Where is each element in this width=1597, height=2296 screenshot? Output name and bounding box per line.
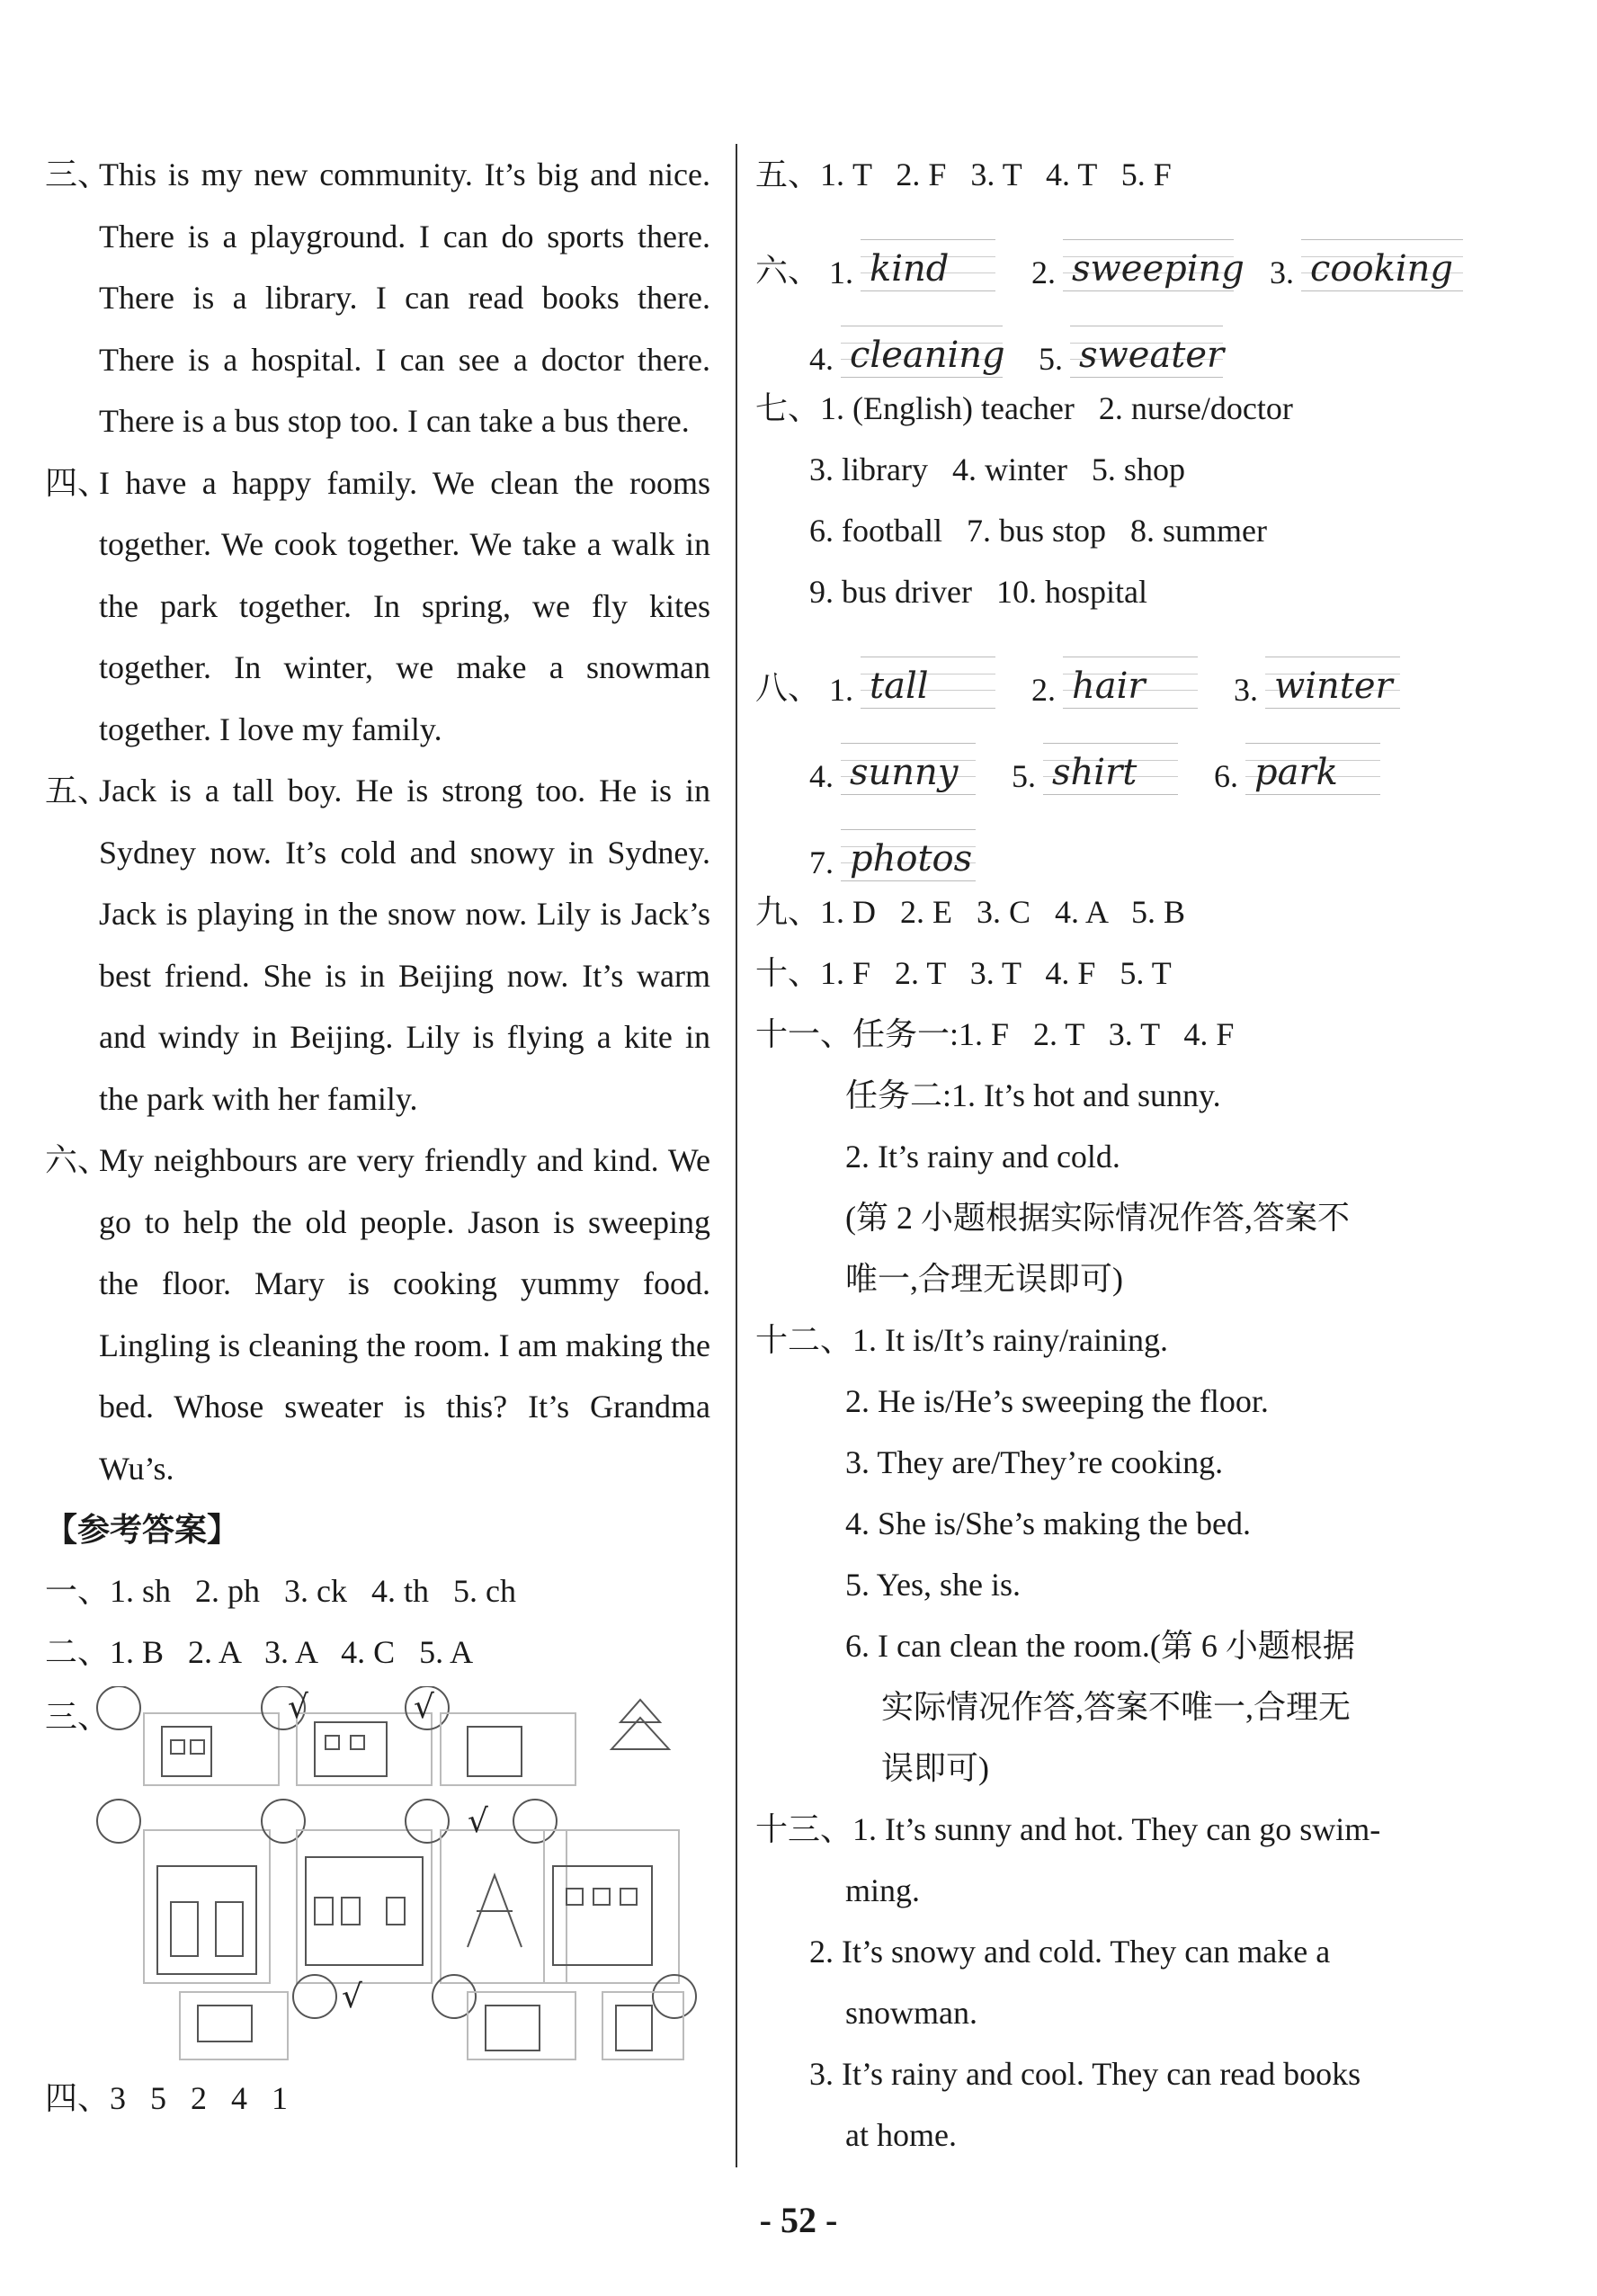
answer-r11-3: 2. It’s rainy and cold.: [845, 1139, 1120, 1175]
answer-heading: 【参考答案】: [45, 1512, 240, 1548]
community-picture-answer: [45, 1686, 710, 2064]
answer-r13-2: ming.: [845, 1872, 921, 1908]
hw-number: 2.: [1031, 672, 1057, 708]
answer-r13-5: 3. It’s rainy and cool. They can read books: [809, 2056, 1361, 2092]
hw-word: photos: [850, 838, 973, 880]
passage-3: [45, 144, 710, 452]
passage-6: [45, 1130, 710, 1499]
check-mark-3: √: [468, 1803, 488, 1840]
hw-line-box: [841, 743, 976, 795]
hw-line-box: [841, 829, 976, 881]
answer-4: 四、3 5 2 4 1: [45, 2080, 289, 2116]
hw-item: [829, 239, 995, 291]
answer-r11-5: 唯一,合理无误即可): [845, 1261, 1123, 1297]
building-illustrations: [45, 1686, 710, 2064]
hw-item: [1234, 657, 1400, 709]
page-number: - 52 -: [759, 2200, 838, 2240]
answer-r12-8: 误即可): [881, 1750, 989, 1786]
answer-r12-2: 2. He is/He’s sweeping the floor.: [845, 1383, 1269, 1419]
answer-r7-3: 6. football 7. bus stop 8. summer: [809, 513, 1267, 549]
passage-5: [45, 760, 710, 1130]
hw-line-box: [1070, 326, 1223, 378]
answer-r12-4: 4. She is/She’s making the bed.: [845, 1505, 1251, 1541]
hw-line-box: [1043, 743, 1178, 795]
check-mark-2: √: [414, 1689, 434, 1726]
answer-r6-label: 六、: [755, 253, 821, 289]
hw-number: 4.: [809, 758, 834, 794]
answer-r12-6: 6. I can clean the room.(第 6 小题根据: [845, 1628, 1355, 1664]
hw-word: cleaning: [850, 335, 1005, 376]
passage-number: 五、: [45, 773, 111, 809]
passage-number: 四、: [45, 464, 111, 501]
answer-r8-row3: [755, 795, 1430, 881]
answer-r13-4: snowman.: [845, 1995, 977, 2031]
passage-number: 六、: [45, 1142, 111, 1178]
answer-r11-1: 十一、任务一:1. F 2. T 3. T 4. F: [755, 1016, 1235, 1052]
hw-number: 7.: [809, 844, 834, 880]
hw-line-box: [1063, 657, 1198, 709]
hw-item: [1012, 743, 1178, 795]
passage-number: 三、: [45, 156, 111, 192]
answer-1: 一、1. sh 2. ph 3. ck 4. th 5. ch: [45, 1573, 516, 1609]
answer-3-label: 三、: [45, 1699, 111, 1735]
hw-number: 3.: [1234, 672, 1259, 708]
hw-line-box: [1245, 743, 1380, 795]
answer-r12-7: 实际情况作答,答案不唯一,合理无: [881, 1689, 1352, 1725]
hw-word: sweater: [1079, 335, 1225, 376]
answer-r13-6: at home.: [845, 2117, 957, 2153]
answer-r12-5: 5. Yes, she is.: [845, 1567, 1022, 1603]
answer-r8-row2: [755, 709, 1430, 795]
answer-r13-1: 十三、1. It’s sunny and hot. They can go swim-: [755, 1811, 1381, 1847]
hw-line-box: [861, 657, 995, 709]
hw-item: [1031, 239, 1245, 291]
hw-item: [809, 829, 976, 881]
hw-line-box: [841, 326, 1003, 378]
hw-word: hair: [1072, 666, 1146, 707]
answer-r11-4: (第 2 小题根据实际情况作答,答案不: [845, 1200, 1350, 1236]
passage-4: [45, 452, 710, 761]
answer-r7-4: 9. bus driver 10. hospital: [809, 574, 1147, 610]
hw-item: [1031, 657, 1198, 709]
hw-word: cooking: [1310, 248, 1453, 290]
check-mark-4: √: [342, 1979, 362, 2015]
hw-item: [1039, 326, 1223, 378]
passage-text: Jack is a tall boy. He is strong too. He is in Sydney now. It’s cold and snowy in Sydney. Jack is playing in the snow now. Lily is Jack’s best friend. She is in Beijing now. It’s warm and windy in Beijing. Lily is flying a kite in the park with her family.: [99, 773, 710, 1117]
hw-item: [829, 657, 995, 709]
hw-number: 6.: [1214, 758, 1238, 794]
hw-number: 2.: [1031, 255, 1057, 290]
column-divider: [736, 144, 737, 2167]
right-column: [755, 144, 1453, 2166]
answer-r7-2: 3. library 4. winter 5. shop: [809, 451, 1185, 487]
answer-r10: 十、1. F 2. T 3. T 4. F 5. T: [755, 955, 1172, 991]
answer-r6-row1: [755, 205, 1453, 291]
hw-item: [809, 743, 976, 795]
answer-2: 二、1. B 2. A 3. A 4. C 5. A: [45, 1634, 474, 1670]
answer-r9: 九、1. D 2. E 3. C 4. A 5. B: [755, 894, 1186, 930]
answer-r6-row2: [755, 291, 1430, 378]
hw-number: 1.: [829, 255, 854, 290]
hw-number: 5.: [1012, 758, 1036, 794]
hw-word: park: [1254, 752, 1338, 793]
answer-r11-2: 任务二:1. It’s hot and sunny.: [845, 1077, 1221, 1113]
passage-text: My neighbours are very friendly and kind. We go to help the old people. Jason is sweeping the floor. Mary is cooking yummy food. Lingling is cleaning the room. I am making the bed. Whose sweater is this? It’s Grandma Wu’s.: [99, 1142, 710, 1487]
hw-line-box: [1063, 239, 1245, 291]
hw-line-box: [861, 239, 995, 291]
hw-number: 3.: [1270, 255, 1295, 290]
hw-number: 5.: [1039, 341, 1063, 377]
left-column: [45, 144, 710, 2129]
hw-word: tall: [870, 666, 929, 707]
hw-line-box: [1265, 657, 1400, 709]
hw-word: winter: [1274, 666, 1393, 707]
hw-word: kind: [870, 248, 950, 290]
hw-number: 1.: [829, 672, 854, 708]
hw-item: [809, 326, 1003, 378]
hw-word: shirt: [1052, 752, 1138, 793]
hw-word: sweeping: [1072, 248, 1245, 290]
answer-r5: 五、1. T 2. F 3. T 4. T 5. F: [755, 156, 1172, 192]
answer-r8-row1: [755, 622, 1430, 709]
answer-r7-1: 七、1. (English) teacher 2. nurse/doctor: [755, 390, 1293, 426]
answer-r12-3: 3. They are/They’re cooking.: [845, 1444, 1224, 1480]
passage-text: I have a happy family. We clean the rooms together. We cook together. We take a walk in the park together. In spring, we fly kites together. In winter, we make a snowman together. I love my family.: [99, 464, 710, 747]
hw-word: sunny: [850, 752, 959, 793]
hw-line-box: [1301, 239, 1463, 291]
answer-r13-3: 2. It’s snowy and cold. They can make a: [809, 1934, 1331, 1970]
hw-number: 4.: [809, 341, 834, 377]
hw-item: [1270, 239, 1463, 291]
check-mark-1: √: [288, 1689, 308, 1726]
answer-r8-label: 八、: [755, 670, 821, 706]
answer-r12-1: 十二、1. It is/It’s rainy/raining.: [755, 1322, 1168, 1358]
passage-text: This is my new community. It’s big and nice. There is a playground. I can do sports there. There is a library. I can read books there. There is a hospital. I can see a doctor there. There is a bus stop too. I can take a bus there.: [99, 156, 710, 439]
hw-item: [1214, 743, 1380, 795]
